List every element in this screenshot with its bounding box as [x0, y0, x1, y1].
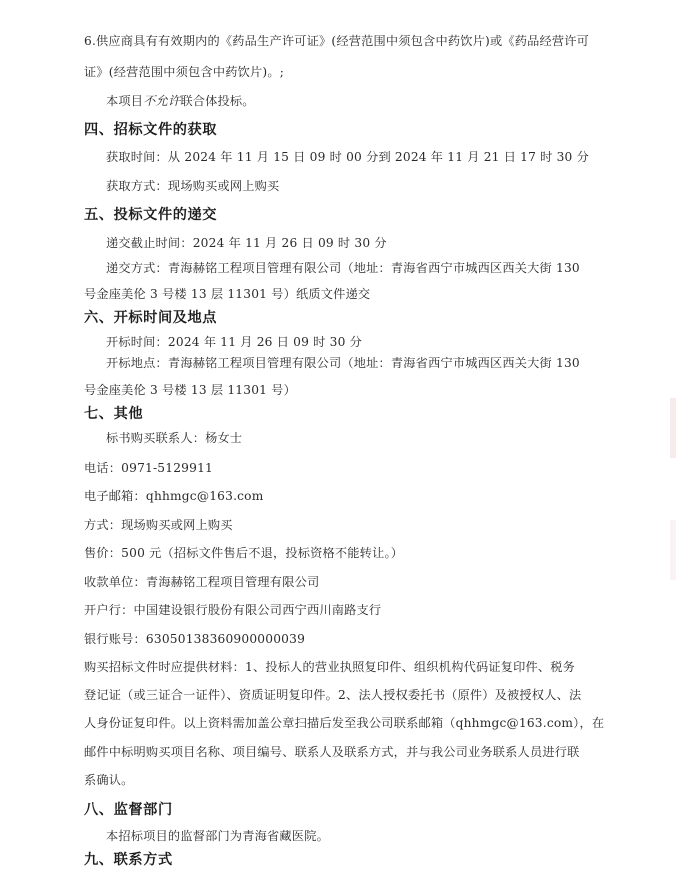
payee-company: 收款单位：青海赫铭工程项目管理有限公司 [84, 575, 320, 589]
submission-method-line-2: 号金座美伦 3 号楼 13 层 11301 号）纸质文件递交 [84, 287, 371, 301]
section-8-heading: 八、监督部门 [84, 802, 173, 818]
consortium-notice [106, 92, 255, 110]
materials-line-1: 购买招标文件时应提供材料：1、投标人的营业执照复印件、组织机构代码证复印件、税务 [84, 660, 576, 674]
acquisition-method: 获取方式：现场购买或网上购买 [106, 179, 280, 193]
materials-line-4: 邮件中标明购买项目名称、项目编号、联系人及联系方式，并与我公司业务联系人员进行联 [84, 745, 580, 759]
opening-time: 开标时间：2024 年 11 月 26 日 09 时 30 分 [106, 335, 362, 349]
acquisition-time: 获取时间：从 2024 年 11 月 15 日 09 时 00 分到 2024 年 11 月 21 日 17 时 30 分 [106, 150, 589, 164]
document-price: 售价：500 元（招标文件售后不退，投标资格不能转让。） [84, 546, 404, 560]
materials-line-2: 登记证（或三证合一证件）、资质证明复印件。2、法人授权委托书（原件）及被授权人、法 [84, 688, 582, 702]
materials-line-5: 系确认。 [84, 773, 134, 787]
supervision-text: 本招标项目的监督部门为青海省藏医院。 [106, 829, 329, 843]
section-7-heading: 七、其他 [84, 406, 144, 422]
bank-name: 开户行：中国建设银行股份有限公司西宁西川南路支行 [84, 603, 382, 617]
opening-place-line-1: 开标地点：青海赫铭工程项目管理有限公司（地址：青海省西宁市城西区西关大街 130 [106, 356, 580, 370]
contact-phone: 电话：0971-5129911 [84, 461, 213, 475]
section-6-heading: 六、开标时间及地点 [84, 310, 218, 326]
consortium-emphasis: 不允许 [143, 94, 181, 108]
qualification-line-1: 6.供应商具有有效期内的《药品生产许可证》(经营范围中须包含中药饮片)或《药品经营许可 [84, 34, 590, 48]
purchase-contact: 标书购买联系人：杨女士 [106, 431, 243, 445]
submission-deadline: 递交截止时间：2024 年 11 月 26 日 09 时 30 分 [106, 236, 387, 250]
contact-email: 电子邮箱：qhhmgc@163.com [84, 489, 264, 503]
submission-method-line-1: 递交方式：青海赫铭工程项目管理有限公司（地址：青海省西宁市城西区西关大街 130 [106, 261, 580, 275]
scan-artifact [670, 398, 676, 458]
opening-place-line-2: 号金座美伦 3 号楼 13 层 11301 号） [84, 383, 296, 397]
section-5-heading: 五、投标文件的递交 [84, 207, 218, 223]
scan-artifact [670, 520, 676, 580]
qualification-line-2: 证》(经营范围中须包含中药饮片)。; [84, 65, 285, 79]
purchase-method: 方式：现场购买或网上购买 [84, 518, 233, 532]
section-4-heading: 四、招标文件的获取 [84, 122, 218, 138]
section-9-heading: 九、联系方式 [84, 852, 173, 868]
bank-account: 银行账号：63050138360900000039 [84, 632, 306, 646]
consortium-suffix: 联合体投标。 [180, 94, 255, 108]
consortium-prefix: 本项目 [106, 94, 144, 108]
materials-line-3: 人身份证复印件。以上资料需加盖公章扫描后发至我公司联系邮箱（qhhmgc@163.com），在 [84, 716, 605, 730]
